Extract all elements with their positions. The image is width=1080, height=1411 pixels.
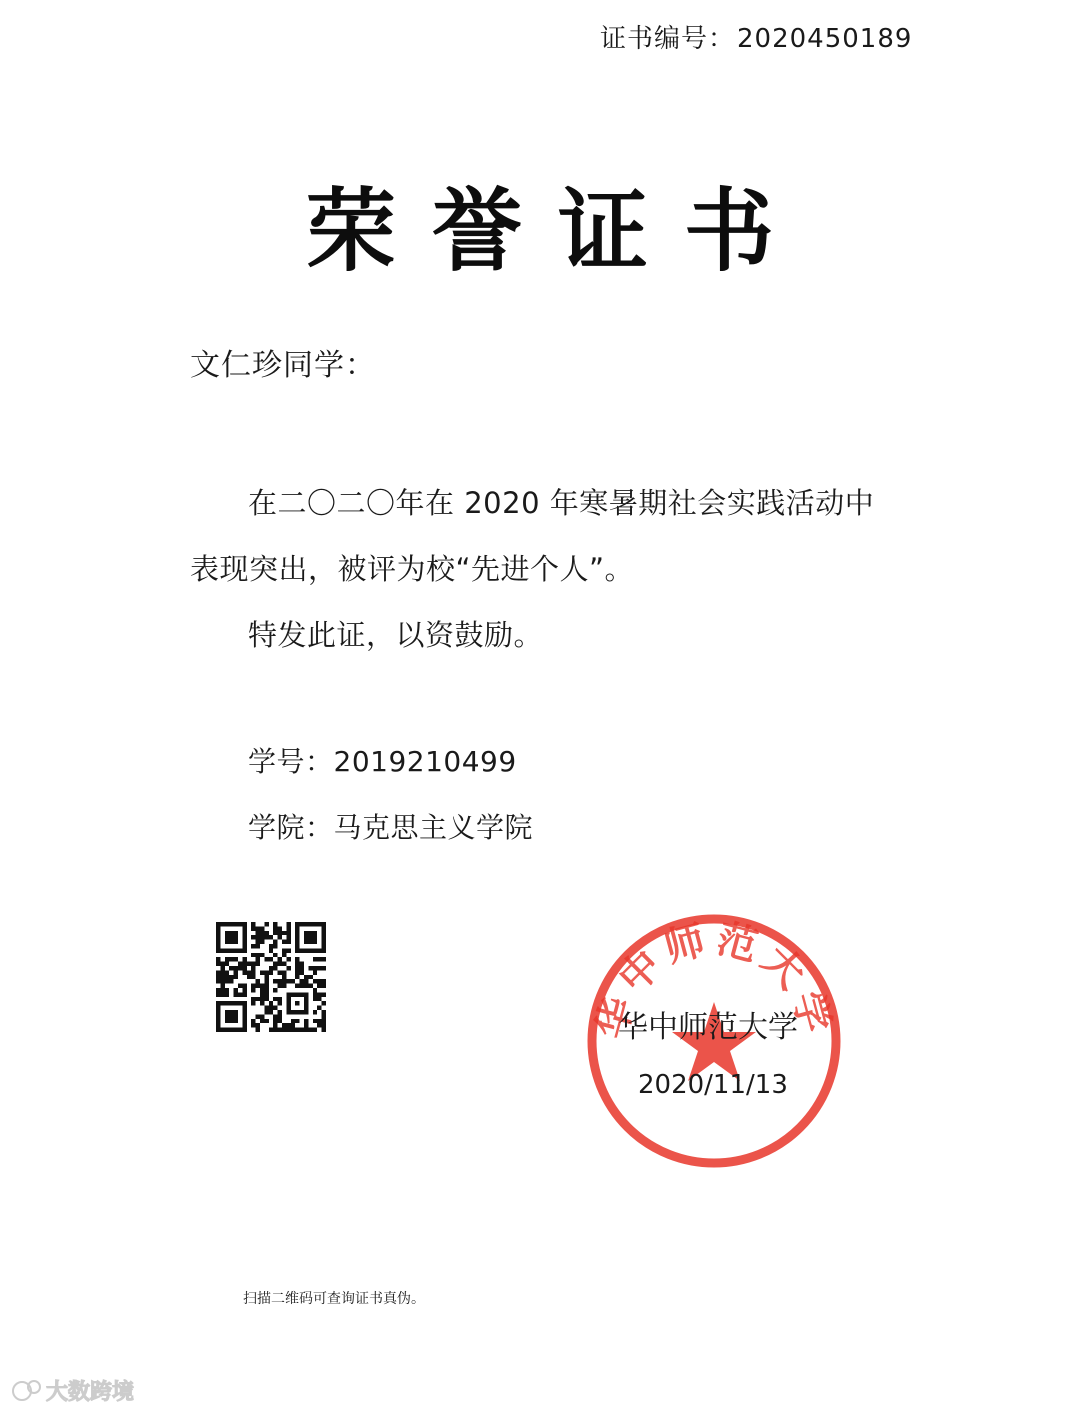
scan-note: 扫描二维码可查询证书真伪。 <box>243 1291 425 1307</box>
recipient-line: 文仁珍同学： <box>190 348 376 383</box>
college-label: 学院： <box>248 811 334 844</box>
watermark-text: 大数跨境 <box>46 1380 135 1405</box>
certificate-title: 荣誉证书 <box>306 178 810 284</box>
logo-icon <box>13 1381 40 1400</box>
body-paragraph-closing: 特发此证，以资鼓励。 <box>248 618 544 652</box>
certificate-number-label: 证书编号： <box>600 24 736 54</box>
college-row <box>248 806 533 846</box>
seal-arc-text: 华中师范大学 <box>587 914 841 1044</box>
student-id-row <box>248 740 517 780</box>
body-paragraph-award: 在二〇二〇年在 2020 年寒暑期社会实践活动中表现突出，被评为校“先进个人”。 <box>190 486 875 586</box>
watermark <box>10 1374 150 1408</box>
certificate-number <box>600 18 912 55</box>
issue-date: 2020/11/13 <box>638 1070 788 1100</box>
student-id-value: 2019210499 <box>333 745 517 778</box>
certificate-body <box>190 470 890 668</box>
verification-qr-code[interactable] <box>216 922 326 1032</box>
college-value: 马克思主义学院 <box>333 811 534 844</box>
issuer-name: 华中师范大学 <box>618 1010 798 1045</box>
student-id-label: 学号： <box>248 745 334 778</box>
certificate-number-value: 2020450189 <box>737 24 913 54</box>
